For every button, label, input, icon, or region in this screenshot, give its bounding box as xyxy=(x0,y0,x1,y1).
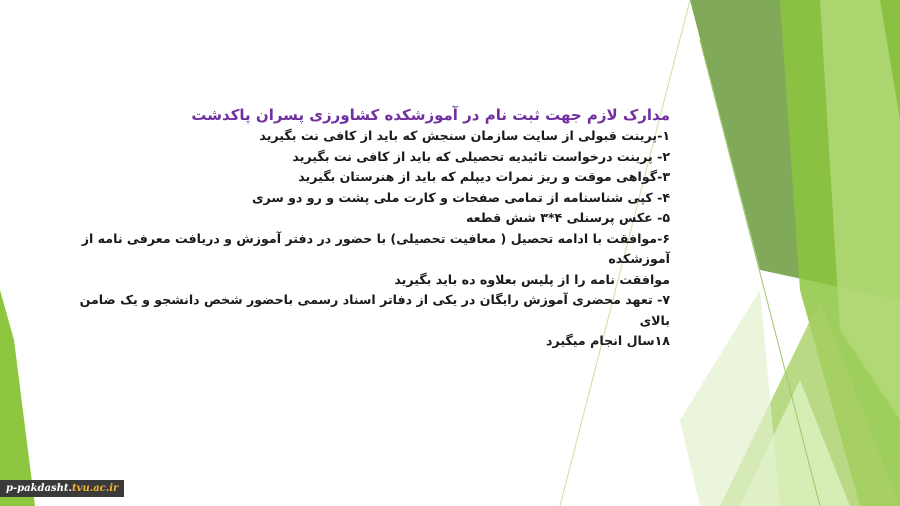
document-body xyxy=(60,104,670,352)
document-title: مدارک لازم جهت ثبت نام در آموزشکده کشاورزی پسران پاکدشت xyxy=(191,106,670,124)
list-item: ۲- پرینت درخواست تائیدیه تحصیلی که باید از کافی نت بگیرید xyxy=(292,148,670,164)
list-item: ۴- کپی شناسنامه از تمامی صفحات و کارت ملی پشت و رو دو سری xyxy=(251,189,670,205)
list-item: ۳-گواهی موقت و ریز نمرات دیپلم که باید از هنرستان بگیرید xyxy=(298,169,670,184)
list-item: ۷- تعهد محضری آموزش رایگان در یکی از دفاتر اسناد رسمی باحضور شخص دانشجو و یک ضامن بالای xyxy=(79,292,670,328)
facet-left xyxy=(0,290,35,506)
list-item: ۵- عکس پرسنلی ۴*۳ شش قطعه xyxy=(466,210,670,225)
list-item: ۱۸سال انجام میگیرد xyxy=(546,333,670,348)
list-item: موافقت نامه را از پلیس بعلاوه ده باید بگیرید xyxy=(394,271,670,287)
facet-pale-2 xyxy=(680,290,780,506)
watermark-domain: tvu.ac.ir xyxy=(72,483,119,494)
list-item: ۱-پرینت قبولی از سایت سازمان سنجش که باید از کافی نت بگیرید xyxy=(259,128,670,143)
list-item: ۶-موافقت با ادامه تحصیل ( معافیت تحصیلی) با حضور در دفتر آموزش و دریافت معرفی نامه از آموزشکده xyxy=(81,230,670,266)
site-watermark xyxy=(0,480,124,497)
watermark-prefix: p-pakdasht. xyxy=(6,483,73,494)
